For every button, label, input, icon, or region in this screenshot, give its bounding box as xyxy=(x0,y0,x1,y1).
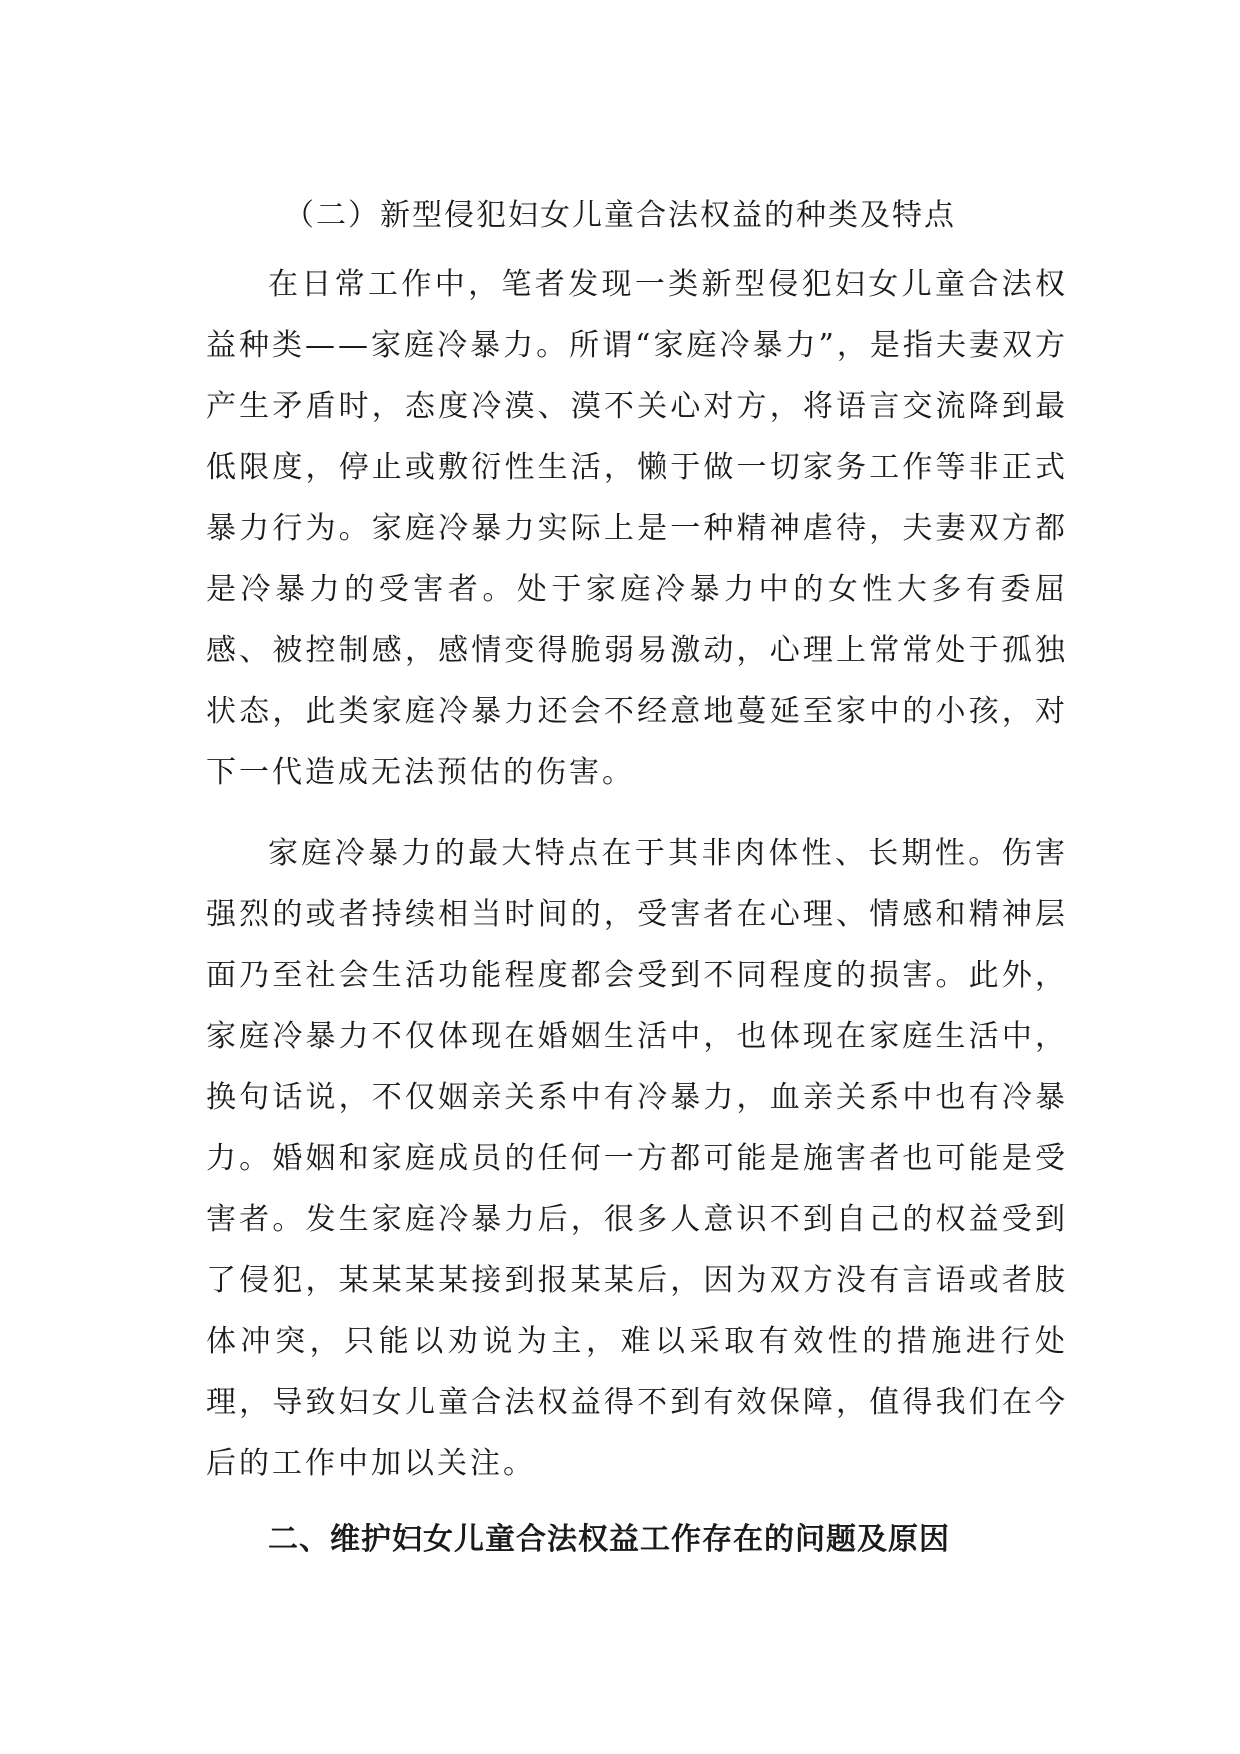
document-body xyxy=(206,190,1068,1566)
chapter-title: 二、维护妇女儿童合法权益工作存在的问题及原因 xyxy=(268,1522,950,1557)
paragraph-cold-violence-characteristics: 家庭冷暴力的最大特点在于其非肉体性、长期性。伤害强烈的或者持续相当时间的，受害者在心理、情感和精神层面乃至社会生活功能程度都会受到不同程度的损害。此外，家庭冷暴力不仅体现在婚姻生活中，也体现在家庭生活中，换句话说，不仅姻亲关系中有冷暴力，血亲关系中也有冷暴力。婚姻和家庭成员的任何一方都可能是施害者也可能是受害者。发生家庭冷暴力后，很多人意识不到自己的权益受到了侵犯，某某某某接到报某某后，因为双方没有言语或者肢体冲突，只能以劝说为主，难以采取有效性的措施进行处理，导致妇女儿童合法权益得不到有效保障，值得我们在今后的工作中加以关注。 xyxy=(206,836,1068,1481)
paragraph-cold-violence-definition: 在日常工作中，笔者发现一类新型侵犯妇女儿童合法权益种类——家庭冷暴力。所谓“家庭冷暴力”，是指夫妻双方产生矛盾时，态度冷漠、漠不关心对方，将语言交流降到最低限度，停止或敷衍性生活，懒于做一切家务工作等非正式暴力行为。家庭冷暴力实际上是一种精神虐待，夫妻双方都是冷暴力的受害者。处于家庭冷暴力中的女性大多有委屈感、被控制感，感情变得脆弱易激动，心理上常常处于孤独状态，此类家庭冷暴力还会不经意地蔓延至家中的小孩，对下一代造成无法预估的伤害。 xyxy=(206,267,1068,790)
section-title: （二）新型侵犯妇女儿童合法权益的种类及特点 xyxy=(284,198,956,233)
